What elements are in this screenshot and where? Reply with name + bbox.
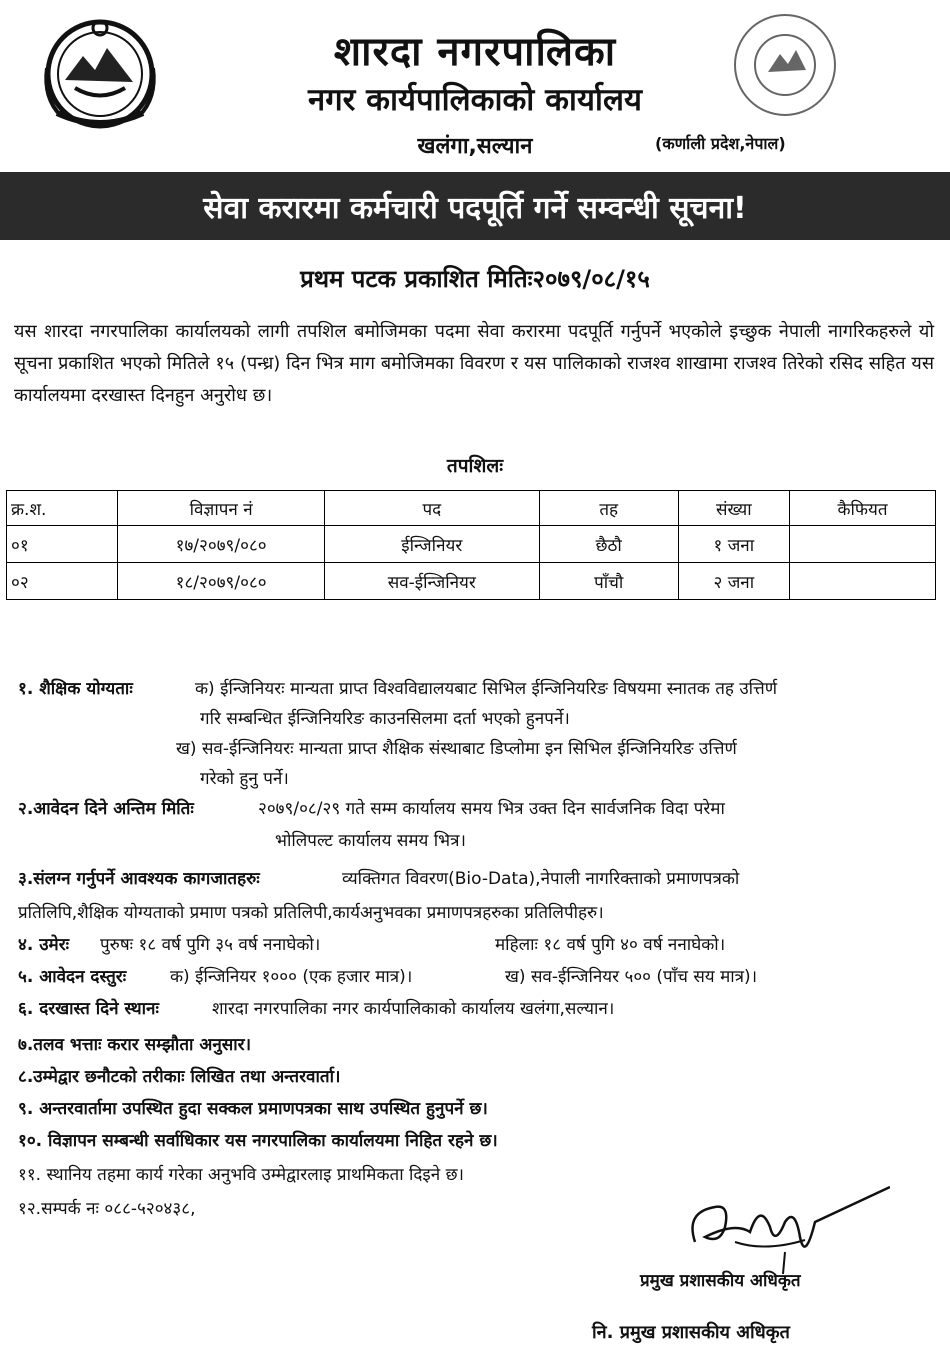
rights-line: १०. विज्ञापन सम्बन्धी सर्वाधिकार यस नगरपालिका कार्यालयमा निहित रहने छ। xyxy=(18,1131,498,1151)
cell-level: पाँचौ xyxy=(539,563,678,600)
cell-post: ईन्जिनियर xyxy=(324,526,539,563)
contact-line: १२.सम्पर्क नः ०८८-५२०४३८, xyxy=(18,1199,196,1219)
published-date: प्रथम पटक प्रकाशित मितिः२०७९/०८/१५ xyxy=(300,265,650,293)
cell-count: १ जना xyxy=(678,526,790,563)
header-count: संख्या xyxy=(678,491,790,526)
fee-engineer: क) ईन्जिनियर १००० (एक हजार मात्र)। xyxy=(170,967,413,987)
priority-line: ११. स्थानिय तहमा कार्य गरेका अनुभवि उम्मेद्वारलाइ प्राथमिकता दिइने छ। xyxy=(18,1165,464,1185)
location-label: ६. दरखास्त दिने स्थानः xyxy=(18,999,159,1019)
table-row xyxy=(7,563,936,600)
documents-label: ३.संलग्न गर्नुपर्ने आवश्यक कागजातहरुः xyxy=(18,869,260,889)
cell-ad-no: १८/२०७९/०८० xyxy=(118,563,324,600)
qualification-subengineer-2: गरेको हुनु पर्ने। xyxy=(200,769,289,789)
municipality-name: शारदा नगरपालिका xyxy=(333,29,617,75)
header-level: तह xyxy=(539,491,678,526)
cell-ad-no: १७/२०७९/०८० xyxy=(118,526,324,563)
cell-level: छैठौ xyxy=(539,526,678,563)
cell-remarks xyxy=(790,526,936,563)
documents-text-2: प्रतिलिपि,शैक्षिक योग्यताको प्रमाण पत्रको प्रतिलिपी,कार्यअनुभवका प्रमाणपत्रहरुका प्रतिलिपीहरु। xyxy=(18,903,604,923)
qualification-engineer-1: क) ईन्जिनियरः मान्यता प्राप्त विश्वविद्यालयबाट सिभिल ईन्जिनियरिङ विषयमा स्नातक तह उत्तिर्ण xyxy=(195,679,778,699)
documents-text-1: व्यक्तिगत विवरण(Bio-Data),नेपाली नागरिक्ताको प्रमाणपत्रको xyxy=(342,869,740,889)
table-header-row xyxy=(7,491,936,526)
header-sn: क्र.श. xyxy=(7,491,118,526)
header-post: पद xyxy=(324,491,539,526)
cell-remarks xyxy=(790,563,936,600)
intro-paragraph: यस शारदा नगरपालिका कार्यालयको लागी तपशिल बमोजिमका पदमा सेवा करारमा पदपूर्ति गर्नुपर्ने भएकोले इच्छुक नेपाली नागरिकहरुले यो सूचना प्रकाशित भएको मितिले १५ (पन्ध्र) दिन भित्र माग बमोजिमका विवरण र यस पालिकाको राजश्व शाखामा राजश्व तिरेको रसिद सहित यस कार्यालयमा दरखास्त दिनहुन अनुरोध छ। xyxy=(14,321,934,406)
age-female: महिलाः १८ वर्ष पुगि ४० वर्ष ननाघेको। xyxy=(495,935,726,955)
header-remarks: कैफियत xyxy=(790,491,936,526)
qualification-subengineer-1: ख) सव-ईन्जिनियरः मान्यता प्राप्त शैक्षिक संस्थाबाट डिप्लोमा इन सिभिल ईन्जिनियरिङ उत्तिर्ण xyxy=(176,739,737,759)
cell-count: २ जना xyxy=(678,563,790,600)
location-text: शारदा नगरपालिका नगर कार्यपालिकाको कार्यालय खलंगा,सल्यान। xyxy=(212,999,615,1019)
signatory-title: प्रमुख प्रशासकीय अधिकृत xyxy=(640,1271,801,1291)
table-title: तपशिलः xyxy=(446,455,504,477)
cell-sn: ०२ xyxy=(7,563,118,600)
office-name: नगर कार्यपालिकाको कार्यालय xyxy=(308,82,642,118)
cell-sn: ०१ xyxy=(7,526,118,563)
age-male: पुरुषः १८ वर्ष पुगि ३५ वर्ष ननाघेको। xyxy=(100,935,321,955)
vacancy-table xyxy=(6,490,936,600)
interview-line: ९. अन्तरवार्तामा उपस्थित हुदा सक्कल प्रमाणपत्रका साथ उपस्थित हुनुपर्ने छ। xyxy=(18,1099,488,1119)
selection-line: ८.उम्मेद्वार छनौटको तरीकाः लिखित तथा अन्तरवार्ता। xyxy=(18,1067,341,1087)
qualification-engineer-2: गरि सम्बन्धित ईन्जिनियरिङ काउनसिलमा दर्ता भएको हुनपर्ने। xyxy=(200,709,570,729)
table-row xyxy=(7,526,936,563)
header-ad-no: विज्ञापन नं xyxy=(118,491,324,526)
fee-label: ५. आवेदन दस्तुरः xyxy=(18,967,127,987)
signature-icon xyxy=(675,1182,890,1274)
qualification-label: १. शैक्षिक योग्यताः xyxy=(18,679,133,699)
province-label: (कर्णाली प्रदेश,नेपाल) xyxy=(655,134,786,153)
office-location: खलंगा,सल्यान xyxy=(417,134,533,159)
deadline-label: २.आवेदन दिने अन्तिम मितिः xyxy=(18,799,194,819)
cell-post: सव-ईन्जिनियर xyxy=(324,563,539,600)
fee-subengineer: ख) सव-ईन्जिनियर ५०० (पाँच सय मात्र)। xyxy=(505,967,758,987)
deadline-text-1: २०७९/०८/२९ गते सम्म कार्यालय समय भित्र उक्त दिन सार्वजनिक विदा परेमा xyxy=(258,799,725,819)
signatory-stamp: नि. प्रमुख प्रशासकीय अधिकृत xyxy=(592,1322,790,1343)
notice-banner: सेवा करारमा कर्मचारी पदपूर्ति गर्ने सम्वन्धी सूचना! xyxy=(0,172,950,240)
salary-line: ७.तलव भत्ताः करार सम्झौता अनुसार। xyxy=(18,1035,252,1055)
age-label: ४. उमेरः xyxy=(18,935,70,955)
deadline-text-2: भोलिपल्ट कार्यालय समय भित्र। xyxy=(275,831,466,851)
